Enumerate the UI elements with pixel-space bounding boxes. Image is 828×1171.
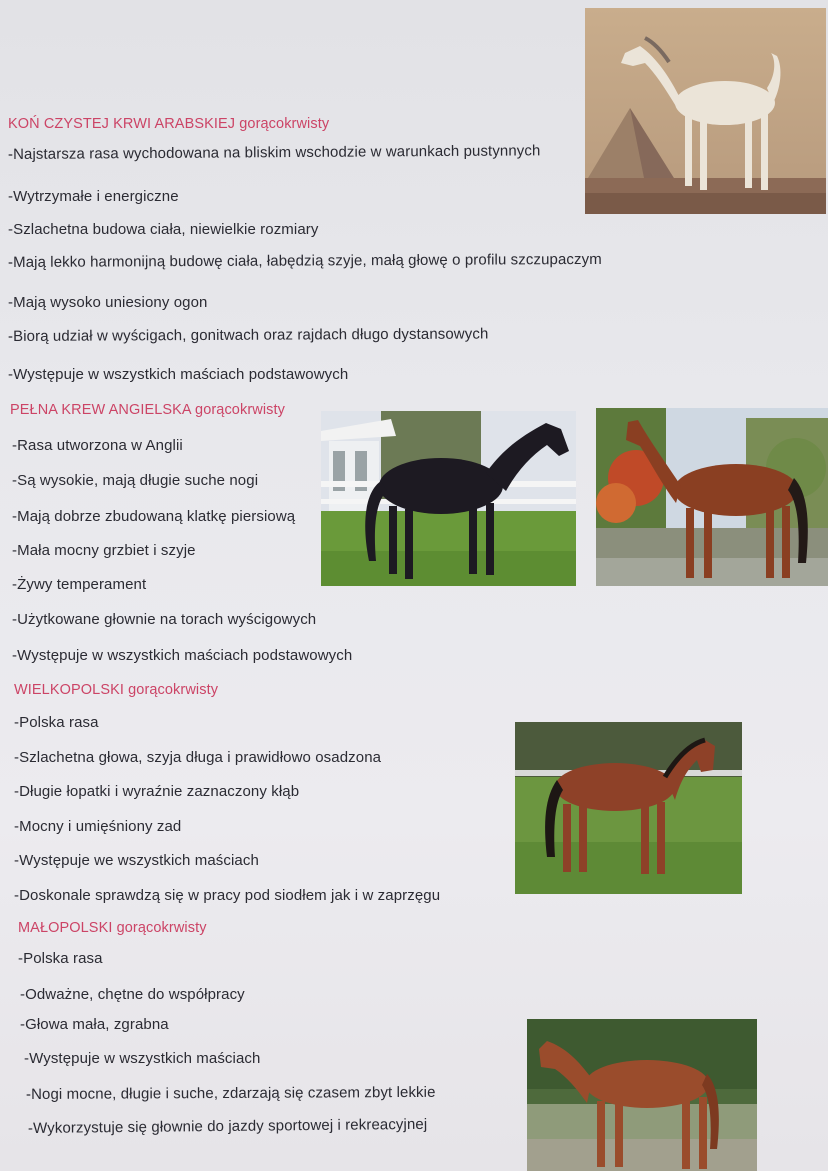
malopolski-fact-1: -Polska rasa [18, 950, 103, 967]
arabian-fact-1: -Najstarsza rasa wychodowana na bliskim wschodzie w warunkach pustynnych [7, 142, 541, 163]
wielkopolski-fact-3: -Długie łopatki i wyraźnie zaznaczony kłąb [14, 783, 300, 800]
wielkopolski-fact-4: -Mocny i umięśniony zad [14, 818, 182, 835]
arabian-horse-photo [585, 8, 826, 214]
thoroughbred-bay-horse-photo [596, 408, 828, 586]
malopolski-fact-5: -Nogi mocne, długie i suche, zdarzają się czasem zbyt lekkie [25, 1083, 436, 1103]
arabian-fact-6: -Biorą udział w wyścigach, gonitwach oraz rajdach długo dystansowych [7, 325, 489, 345]
thoroughbred-dark-horse-photo [321, 411, 576, 586]
wielkopolski-horse-photo [515, 722, 742, 894]
section-heading-thoroughbred: PEŁNA KREW ANGIELSKA gorącokrwisty [10, 402, 285, 418]
arabian-fact-4: -Mają lekko harmonijną budowę ciała, łabędzią szyje, małą głowę o profilu szczupaczym [7, 250, 602, 271]
malopolski-fact-4: -Występuje w wszystkich maściach [24, 1050, 261, 1067]
arabian-fact-7: -Występuje w wszystkich maściach podstawowych [8, 366, 349, 383]
thoroughbred-fact-5: -Żywy temperament [12, 576, 147, 593]
wielkopolski-fact-2: -Szlachetna głowa, szyja długa i prawidłowo osadzona [14, 749, 382, 766]
section-heading-arabian: KOŃ CZYSTEJ KRWI ARABSKIEJ gorącokrwisty [8, 116, 330, 132]
malopolski-fact-3: -Głowa mała, zgrabna [20, 1016, 169, 1033]
section-heading-malopolski: MAŁOPOLSKI gorącokrwisty [18, 920, 207, 936]
thoroughbred-fact-2: -Są wysokie, mają długie suche nogi [12, 472, 259, 489]
malopolski-horse-photo [527, 1019, 757, 1171]
malopolski-fact-6: -Wykorzystuje się głownie do jazdy sportowej i rekreacyjnej [27, 1115, 428, 1137]
arabian-fact-5: -Mają wysoko uniesiony ogon [8, 294, 208, 311]
arabian-fact-3: -Szlachetna budowa ciała, niewielkie rozmiary [8, 221, 319, 238]
section-heading-wielkopolski: WIELKOPOLSKI gorącokrwisty [14, 682, 219, 698]
thoroughbred-fact-7: -Występuje w wszystkich maściach podstawowych [12, 647, 353, 664]
thoroughbred-fact-6: -Użytkowane głownie na torach wyścigowych [12, 611, 317, 628]
thoroughbred-fact-3: -Mają dobrze zbudowaną klatkę piersiową [12, 508, 296, 525]
malopolski-fact-2: -Odważne, chętne do współpracy [20, 986, 245, 1003]
wielkopolski-fact-5: -Występuje we wszystkich maściach [14, 852, 259, 869]
wielkopolski-fact-1: -Polska rasa [14, 714, 99, 731]
thoroughbred-fact-4: -Mała mocny grzbiet i szyje [12, 542, 196, 559]
arabian-fact-2: -Wytrzymałe i energiczne [8, 188, 179, 205]
thoroughbred-fact-1: -Rasa utworzona w Anglii [12, 437, 183, 454]
wielkopolski-fact-6: -Doskonale sprawdzą się w pracy pod siodłem jak i w zaprzęgu [14, 887, 441, 904]
